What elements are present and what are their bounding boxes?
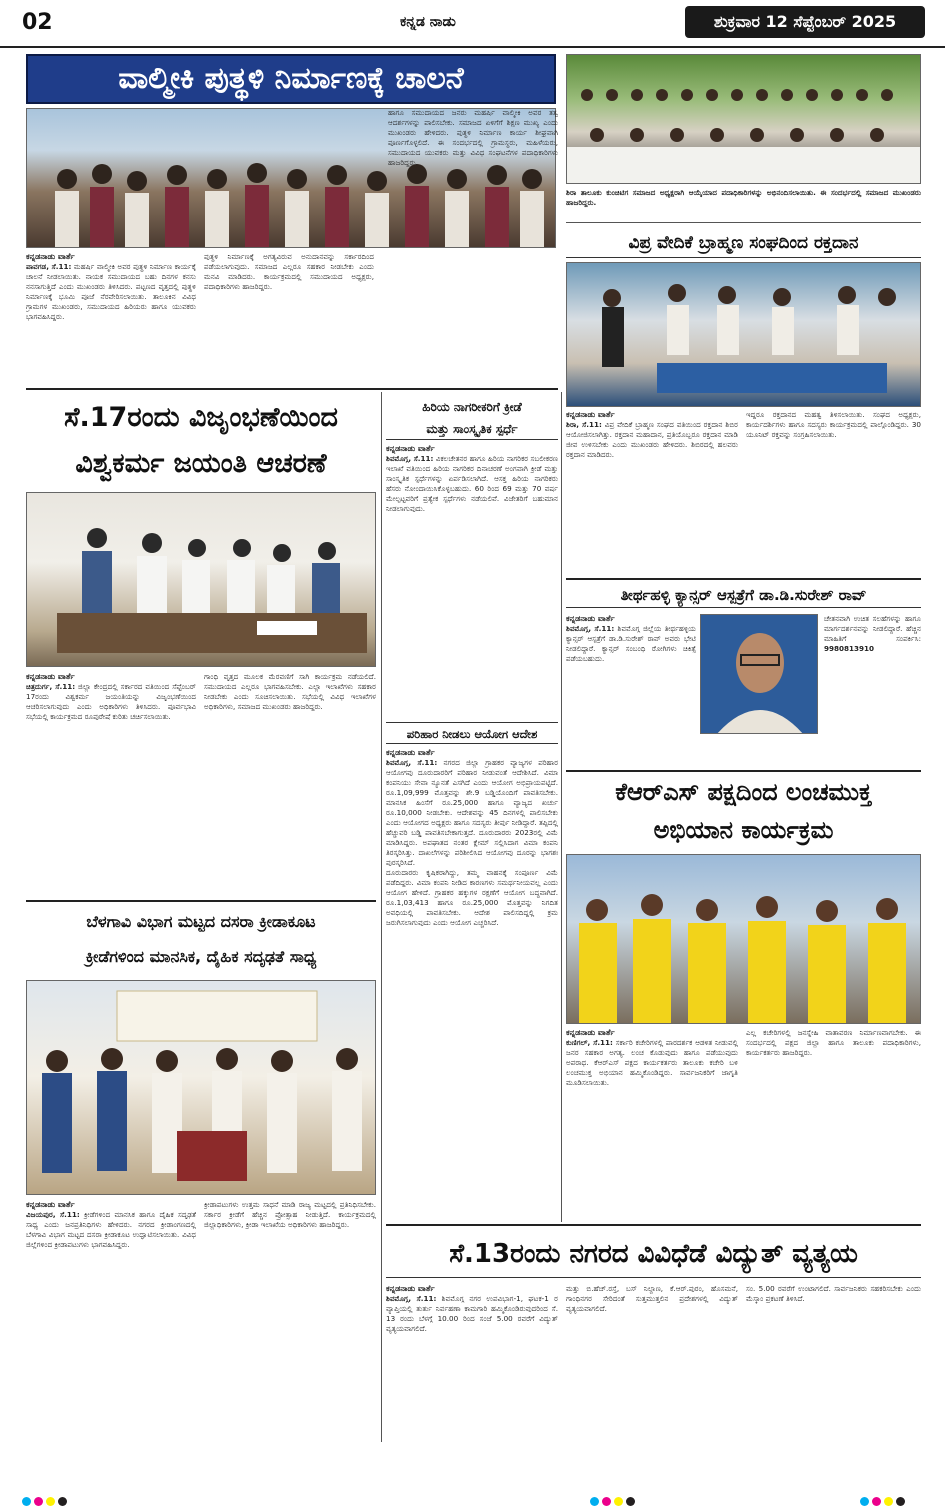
- power-headline: ಸೆ.13ರಂದು ನಗರದ ವಿವಿಧೆಡೆ ವಿದ್ಯುತ್ ವ್ಯತ್ಯಯ: [386, 1230, 921, 1278]
- power-col2: ಮತ್ತು ಬಿ.ಹೆಚ್.ರಸ್ತೆ, ಬಸ್ ನಿಲ್ದಾಣ, ಕೆ.ಆರ್.ಪುರಂ, ಹೊಸಮನೆ, ಗಾಂಧಿನಗರ ಸೇರಿದಂತೆ ಸುತ್ತಮುತ್ತಲಿನ ಪ್ರದೇಶಗಳಲ್ಲಿ ವಿದ್ಯುತ್ ವ್ಯತ್ಯಯವಾಗಲಿದೆ.: [566, 1284, 738, 1313]
- color-dots-left: [22, 1491, 70, 1507]
- krs-col2: ಎಲ್ಲ ಕಚೇರಿಗಳಲ್ಲಿ ಜನಸ್ನೇಹಿ ವಾತಾವರಣ ನಿರ್ಮಾಣವಾಗಬೇಕು. ಈ ಸಂದರ್ಭದಲ್ಲಿ ಪಕ್ಷದ ಜಿಲ್ಲಾ ಹಾಗೂ ತಾಲೂಕು ಪದಾಧಿಕಾರಿಗಳು, ಕಾರ್ಯಕರ್ತರು ಹಾಜರಿದ್ದರು.: [746, 1028, 921, 1057]
- divider: [26, 900, 376, 902]
- cancer-col2: ಚೇತನವಾಗಿ ಉಚಿತ ಸಲಹೆಗಳನ್ನು ಹಾಗೂ ಮಾರ್ಗದರ್ಶನವನ್ನು ನೀಡಲಿದ್ದಾರೆ. ಹೆಚ್ಚಿನ ಮಾಹಿತಿಗೆ ಸಂಪರ್ಕಿಸಿ: 9980813910: [824, 614, 921, 653]
- color-dots-right: [860, 1491, 908, 1507]
- group-photo-caption: ಶಿರಾ ತಾಲೂಕು ಕುಂಚಿಟಿಗ ಸಮಾಜದ ಅಧ್ಯಕ್ಷರಾಗಿ ಆಯ್ಕೆಯಾದ ಪದಾಧಿಕಾರಿಗಳನ್ನು ಅಭಿನಂದಿಸಲಾಯಿತು. ಈ ಸಂದರ್ಭದಲ್ಲಿ ಸಮಾಜದ ಮುಖಂಡರು ಹಾಜರಿದ್ದರು.: [566, 188, 921, 207]
- elders-headline-1: ಹಿರಿಯ ನಾಗರೀಕರಿಗೆ ಕ್ರೀಡೆ: [422, 400, 522, 414]
- meeting-graphic: [27, 493, 376, 667]
- masthead-text: ಕನ್ನಡ ನಾಡು: [400, 14, 456, 30]
- blood-headline: ವಿಪ್ರ ವೇದಿಕೆ ಬ್ರಾಹ್ಮಣ ಸಂಘದಿಂದ ರಕ್ತದಾನ: [566, 228, 921, 258]
- divider: [566, 222, 921, 223]
- page-number: 02: [22, 10, 53, 35]
- belagavi-headline-2: ಕ್ರೀಡೆಗಳಿಂದ ಮಾನಸಿಕ, ದೈಹಿಕ ಸದೃಢತೆ ಸಾಧ್ಯ: [85, 947, 317, 966]
- valmiki-col2: ಪುತ್ಥಳಿ ನಿರ್ಮಾಣಕ್ಕೆ ಅಗತ್ಯವಿರುವ ಅನುದಾನವನ್ನು ಸರ್ಕಾರದಿಂದ ಪಡೆಯಲಾಗುವುದು. ಸಮಾಜದ ಎಲ್ಲರೂ ಸಹಕಾರ ನೀಡಬೇಕು ಎಂದು ಮನವಿ ಮಾಡಿದರು. ಕಾರ್ಯಕ್ರಮದಲ್ಲಿ ಸಮುದಾಯದ ಅಧ್ಯಕ್ಷರು, ಪದಾಧಿಕಾರಿಗಳು ಹಾಜರಿದ್ದರು.: [204, 252, 374, 291]
- krs-col1: ಕನ್ನಡನಾಡು ವಾರ್ತೆ ಕುಣಿಗಲ್, ಸೆ.11: ಸರ್ಕಾರಿ ಕಚೇರಿಗಳಲ್ಲಿ ಪಾರದರ್ಶಕ ಆಡಳಿತ ನೀಡುವಲ್ಲಿ ಜನರ ಸಹಕಾರ ಅಗತ್ಯ. ಲಂಚ ಕೊಡುವುದು ಹಾಗೂ ಪಡೆಯುವುದು ಅಪರಾಧ. ಕೆಆರ್‌ಎಸ್ ಪಕ್ಷದ ಕಾರ್ಯಕರ್ತರು ತಾಲೂಕು ಕಚೇರಿ ಬಳಿ ಲಂಚಮುಕ್ತ ಅಭಿಯಾನ ಹಮ್ಮಿಕೊಂಡಿದ್ದರು. ಸಾರ್ವಜನಿಕರಿಗೆ ಜಾಗೃತಿ ಮೂಡಿಸಲಾಯಿತು.: [566, 1028, 738, 1087]
- vishwakarma-headline-2: ವಿಶ್ವಕರ್ಮ ಜಯಂತಿ ಆಚರಣೆ: [75, 448, 327, 479]
- blood-graphic: [567, 263, 921, 407]
- belagavi-headline-1: ಬೆಳಗಾವಿ ವಿಭಾಗ ಮಟ್ಟದ ದಸರಾ ಕ್ರೀಡಾಕೂಟ: [86, 912, 316, 931]
- belagavi-col1: ಕನ್ನಡನಾಡು ವಾರ್ತೆ ವಿಜಯಪುರ, ಸೆ.11: ಕ್ರೀಡೆಗಳಿಂದ ಮಾನಸಿಕ ಹಾಗೂ ದೈಹಿಕ ಸದೃಢತೆ ಸಾಧ್ಯ ಎಂದು ಜನಪ್ರತಿನಿಧಿಗಳು ಹೇಳಿದರು. ನಗರದ ಕ್ರೀಡಾಂಗಣದಲ್ಲಿ ಬೆಳಗಾವಿ ವಿಭಾಗ ಮಟ್ಟದ ದಸರಾ ಕ್ರೀಡಾಕೂಟ ಉದ್ಘಾಟಿಸಲಾಯಿತು. ವಿವಿಧ ಜಿಲ್ಲೆಗಳಿಂದ ಕ್ರೀಡಾಪಟುಗಳು ಭಾಗವಹಿಸಿದ್ದರು.: [26, 1200, 196, 1249]
- compensation-body: ಕನ್ನಡನಾಡು ವಾರ್ತೆ ಶಿವಮೊಗ್ಗ, ಸೆ.11: ನಗರದ ಜಿಲ್ಲಾ ಗ್ರಾಹಕರ ವ್ಯಾಜ್ಯಗಳ ಪರಿಹಾರ ಆಯೋಗವು ದೂರುದಾರರಿಗೆ ಪರಿಹಾರ ನೀಡುವಂತೆ ಆದೇಶಿಸಿದೆ. ವಿಮಾ ಕಂಪನಿಯು ಸೇವಾ ನ್ಯೂನತೆ ಎಸಗಿದೆ ಎಂದು ಆಯೋಗ ಅಭಿಪ್ರಾಯಪಟ್ಟಿದೆ. ರೂ.1,09,999 ಮೊತ್ತವನ್ನು ಶೇ.9 ಬಡ್ಡಿಯೊಂದಿಗೆ ಪಾವತಿಸಬೇಕು. ಮಾನಸಿಕ ಹಿಂಸೆಗೆ ರೂ.25,000 ಹಾಗೂ ವ್ಯಾಜ್ಯದ ಖರ್ಚು ರೂ.10,000 ನೀಡಬೇಕು. ಆದೇಶವನ್ನು 45 ದಿನಗಳಲ್ಲಿ ಪಾಲಿಸಬೇಕು ಎಂದು ಆಯೋಗದ ಅಧ್ಯಕ್ಷರು ಹಾಗೂ ಸದಸ್ಯರು ತೀರ್ಪು ನೀಡಿದ್ದಾರೆ. ತಪ್ಪಿದಲ್ಲಿ ಹೆಚ್ಚುವರಿ ಬಡ್ಡಿ ಪಾವತಿಸಬೇಕಾಗುತ್ತದೆ. ದೂರುದಾರರು 2023ರಲ್ಲಿ ವಿಮೆ ಮಾಡಿಸಿದ್ದರು. ಅಪಘಾತದ ನಂತರ ಕ್ಲೇಮ್ ಸಲ್ಲಿಸಿದಾಗ ವಿಮಾ ಕಂಪನಿ ತಿರಸ್ಕರಿಸಿತ್ತು. ದಾಖಲೆಗಳನ್ನು ಪರಿಶೀಲಿಸಿದ ಆಯೋಗವು ದೂರನ್ನು ಭಾಗಶಃ ಪುರಸ್ಕರಿಸಿದೆ. ದೂರುದಾರರು ಕೃಷಿಕರಾಗಿದ್ದು, ತಮ್ಮ ವಾಹನಕ್ಕೆ ಸಂಪೂರ್ಣ ವಿಮೆ ಪಡೆದಿದ್ದರು. ವಿಮಾ ಕಂಪನಿ ನೀಡಿದ ಕಾರಣಗಳು ಸಮರ್ಥನೀಯವಲ್ಲ ಎಂದು ಆಯೋಗ ಹೇಳಿದೆ. ಗ್ರಾಹಕರ ಹಕ್ಕುಗಳ ರಕ್ಷಣೆಗೆ ಆಯೋಗ ಬದ್ಧವಾಗಿದೆ. ರೂ.1,03,413 ಹಾಗೂ ರೂ.25,000 ಮೊತ್ತವನ್ನು ನಿಗದಿತ ಅವಧಿಯಲ್ಲಿ ಪಾವತಿಸಬೇಕು. ಆದೇಶ ಪಾಲಿಸದಿದ್ದಲ್ಲಿ ಕ್ರಮ ಜರುಗಿಸಲಾಗುವುದು ಎಂದು ಆಯೋಗ ಎಚ್ಚರಿಸಿದೆ.: [386, 748, 558, 927]
- vishwakarma-col2: ಗಾಂಧಿ ವೃತ್ತದ ಮೂಲಕ ಮೆರವಣಿಗೆ ಸಾಗಿ ಕಾರ್ಯಕ್ರಮ ನಡೆಯಲಿದೆ. ಸಮುದಾಯದ ಎಲ್ಲರೂ ಭಾಗವಹಿಸಬೇಕು. ಎಲ್ಲಾ ಇಲಾಖೆಗಳು ಸಹಕಾರ ನೀಡಬೇಕು ಎಂದು ಸೂಚಿಸಲಾಯಿತು. ಸಭೆಯಲ್ಲಿ ವಿವಿಧ ಇಲಾಖೆಗಳ ಅಧಿಕಾರಿಗಳು, ಸಮಾಜದ ಮುಖಂಡರು ಹಾಜರಿದ್ದರು.: [204, 672, 376, 711]
- power-col3: ಸಂ. 5.00 ರವರೆಗೆ ಉಂಟಾಗಲಿದೆ. ಸಾರ್ವಜನಿಕರು ಸಹಕರಿಸಬೇಕು ಎಂದು ಮೆಸ್ಕಾಂ ಪ್ರಕಟಣೆ ತಿಳಿಸಿದೆ.: [746, 1284, 921, 1303]
- doctor-portrait: [700, 614, 818, 734]
- krs-headline-2: ಅಭಿಯಾನ ಕಾರ್ಯಕ್ರಮ: [653, 816, 834, 844]
- group-graphic: [567, 55, 921, 184]
- vishwakarma-headline-1: ಸೆ.17ರಂದು ವಿಜೃಂಭಣೆಯಿಂದ: [64, 402, 338, 433]
- group-photo: [566, 54, 921, 184]
- vishwakarma-col1: ಕನ್ನಡನಾಡು ವಾರ್ತೆ ಚಿತ್ರದುರ್ಗ, ಸೆ.11: ಜಿಲ್ಲಾ ಕೇಂದ್ರದಲ್ಲಿ ಸರ್ಕಾರದ ವತಿಯಿಂದ ಸೆಪ್ಟೆಂಬರ್ 17ರಂದು ವಿಶ್ವಕರ್ಮ ಜಯಂತಿಯನ್ನು ವಿಜೃಂಭಣೆಯಿಂದ ಆಚರಿಸಲಾಗುವುದು ಎಂದು ಅಧಿಕಾರಿಗಳು ತಿಳಿಸಿದರು. ಪೂರ್ವಭಾವಿ ಸಭೆಯಲ್ಲಿ ಕಾರ್ಯಕ್ರಮದ ರೂಪುರೇಷೆ ಕುರಿತು ಚರ್ಚಿಸಲಾಯಿತು.: [26, 672, 196, 721]
- belagavi-col2: ಕ್ರೀಡಾಪಟುಗಳು ಉತ್ತಮ ಸಾಧನೆ ಮಾಡಿ ರಾಜ್ಯ ಮಟ್ಟದಲ್ಲಿ ಪ್ರತಿನಿಧಿಸಬೇಕು. ಸರ್ಕಾರ ಕ್ರೀಡೆಗೆ ಹೆಚ್ಚಿನ ಪ್ರೋತ್ಸಾಹ ನೀಡುತ್ತಿದೆ. ಕಾರ್ಯಕ್ರಮದಲ್ಲಿ ಜಿಲ್ಲಾಧಿಕಾರಿಗಳು, ಕ್ರೀಡಾ ಇಲಾಖೆಯ ಅಧಿಕಾರಿಗಳು ಹಾಜರಿದ್ದರು.: [204, 1200, 376, 1229]
- issue-date: ಶುಕ್ರವಾರ 12 ಸೆಪ್ಟೆಂಬರ್ 2025: [685, 6, 925, 38]
- divider: [386, 1224, 921, 1226]
- cancer-col1: ಕನ್ನಡನಾಡು ವಾರ್ತೆ ಶಿವಮೊಗ್ಗ, ಸೆ.11: ಶಿವಮೊಗ್ಗ ಜಿಲ್ಲೆಯ ತೀರ್ಥಹಳ್ಳಿಯ ಕ್ಯಾನ್ಸರ್ ಆಸ್ಪತ್ರೆಗೆ ಡಾ.ಡಿ.ಸುರೇಶ್ ರಾವ್ ಅವರು ಭೇಟಿ ನೀಡಲಿದ್ದಾರೆ. ಕ್ಯಾನ್ಸರ್ ಸಂಬಂಧಿ ರೋಗಿಗಳು ಚಿಕಿತ್ಸೆ ಪಡೆಯಬಹುದು.: [566, 614, 696, 663]
- valmiki-col3-main: ಹಾಗೂ ಸಮುದಾಯದ ಜನರು ಮಹರ್ಷಿ ವಾಲ್ಮೀಕಿ ಅವರ ತತ್ವ ಆದರ್ಶಗಳನ್ನು ಪಾಲಿಸಬೇಕು. ಸಮಾಜದ ಏಳಿಗೆಗೆ ಶಿಕ್ಷಣ ಮುಖ್ಯ ಎಂದು ಮುಖಂಡರು ಹೇಳಿದರು. ಪುತ್ಥಳಿ ನಿರ್ಮಾಣ ಕಾರ್ಯ ಶೀಘ್ರವಾಗಿ ಪೂರ್ಣಗೊಳ್ಳಲಿದೆ. ಈ ಸಂದರ್ಭದಲ್ಲಿ ಗ್ರಾಮಸ್ಥರು, ಮಹಿಳೆಯರು, ಸಮುದಾಯದ ಯುವಕರು ಮತ್ತು ವಿವಿಧ ಸಂಘಟನೆಗಳ ಪದಾಧಿಕಾರಿಗಳು ಹಾಜರಿದ್ದರು.: [388, 108, 558, 167]
- compensation-headline: ಪರಿಹಾರ ನೀಡಲು ಆಯೋಗ ಆದೇಶ: [386, 722, 558, 744]
- valmiki-headline: ವಾಲ್ಮೀಕಿ ಪುತ್ಥಳಿ ನಿರ್ಮಾಣಕ್ಕೆ ಚಾಲನೆ: [26, 54, 556, 104]
- valmiki-col1: ಕನ್ನಡನಾಡು ವಾರ್ತೆ ಪಾವಗಡ, ಸೆ.11: ಮಹರ್ಷಿ ವಾಲ್ಮೀಕಿ ಅವರ ಪುತ್ಥಳಿ ನಿರ್ಮಾಣ ಕಾರ್ಯಕ್ಕೆ ಚಾಲನೆ ನೀಡಲಾಯಿತು. ನಾಯಕ ಸಮುದಾಯದ ಬಹು ದಿನಗಳ ಕನಸು ನನಸಾಗುತ್ತಿದೆ ಎಂದು ಮುಖಂಡರು ತಿಳಿಸಿದರು. ಪಟ್ಟಣದ ವೃತ್ತದಲ್ಲಿ ಪುತ್ಥಳಿ ನಿರ್ಮಾಣಕ್ಕೆ ಭೂಮಿ ಪೂಜೆ ನೆರವೇರಿಸಲಾಯಿತು. ತಾಲೂಕಿನ ವಿವಿಧ ಗ್ರಾಮಗಳ ಮುಖಂಡರು, ಸಮುದಾಯದ ಹಿರಿಯರು ಹಾಗೂ ಯುವಕರು ಭಾಗವಹಿಸಿದ್ದರು.: [26, 252, 196, 321]
- krs-headline-1: ಕೆಆರ್‌ಎಸ್ ಪಕ್ಷದಿಂದ ಲಂಚಮುಕ್ತ: [566, 770, 921, 810]
- masthead: [400, 14, 456, 30]
- divider: [26, 388, 558, 390]
- contact-phone: 9980813910: [824, 644, 875, 653]
- vishwakarma-photo: [26, 492, 376, 667]
- elders-body: ಕನ್ನಡನಾಡು ವಾರ್ತೆ ಶಿವಮೊಗ್ಗ, ಸೆ.11: ವಿಕಲಚೇತನರ ಹಾಗೂ ಹಿರಿಯ ನಾಗರಿಕರ ಸಬಲೀಕರಣ ಇಲಾಖೆ ವತಿಯಿಂದ ಹಿರಿಯ ನಾಗರಿಕರ ದಿನಾಚರಣೆ ಅಂಗವಾಗಿ ಕ್ರೀಡೆ ಮತ್ತು ಸಾಂಸ್ಕೃತಿಕ ಸ್ಪರ್ಧೆಗಳನ್ನು ಏರ್ಪಡಿಸಲಾಗಿದೆ. ಆಸಕ್ತ ಹಿರಿಯ ನಾಗರಿಕರು ಹೆಸರು ನೋಂದಾಯಿಸಿಕೊಳ್ಳಬಹುದು. 60 ರಿಂದ 69 ಮತ್ತು 70 ವರ್ಷ ಮೇಲ್ಪಟ್ಟವರಿಗೆ ಪ್ರತ್ಯೇಕ ಸ್ಪರ್ಧೆಗಳು ನಡೆಯಲಿವೆ. ವಿಜೇತರಿಗೆ ಬಹುಮಾನ ನೀಡಲಾಗುವುದು.: [386, 444, 558, 513]
- blood-col1: ಕನ್ನಡನಾಡು ವಾರ್ತೆ ಶಿರಾ, ಸೆ.11: ವಿಪ್ರ ವೇದಿಕೆ ಬ್ರಾಹ್ಮಣ ಸಂಘದ ವತಿಯಿಂದ ರಕ್ತದಾನ ಶಿಬಿರ ಆಯೋಜಿಸಲಾಗಿತ್ತು. ರಕ್ತದಾನ ಮಹಾದಾನ, ಪ್ರತಿಯೊಬ್ಬರೂ ರಕ್ತದಾನ ಮಾಡಿ ಜೀವ ಉಳಿಸಬೇಕು ಎಂದು ಮುಖಂಡರು ಹೇಳಿದರು. ಶಿಬಿರದಲ್ಲಿ ಹಲವರು ರಕ್ತದಾನ ಮಾಡಿದರು.: [566, 410, 738, 459]
- column-rule: [561, 392, 562, 1222]
- belagavi-photo: [26, 980, 376, 1195]
- krs-graphic: [567, 855, 921, 1024]
- dasara-graphic: [27, 981, 376, 1195]
- color-dots-center: [590, 1491, 638, 1507]
- portrait-graphic: [701, 615, 818, 734]
- cancer-headline: ತೀರ್ಥಹಳ್ಳಿ ಕ್ಯಾನ್ಸರ್ ಆಸ್ಪತ್ರೆಗೆ ಡಾ.ಡಿ.ಸುರೇಶ್ ರಾವ್: [566, 578, 921, 608]
- krs-photo: [566, 854, 921, 1024]
- power-col1: ಕನ್ನಡನಾಡು ವಾರ್ತೆ ಶಿವಮೊಗ್ಗ, ಸೆ.11: ಶಿವಮೊಗ್ಗ ನಗರ ಉಪವಿಭಾಗ-1, ಘಟಕ-1 ರ ವ್ಯಾಪ್ತಿಯಲ್ಲಿ ತುರ್ತು ನಿರ್ವಹಣಾ ಕಾಮಗಾರಿ ಹಮ್ಮಿಕೊಂಡಿರುವುದರಿಂದ ಸೆ. 13 ರಂದು ಬೆಳಗ್ಗೆ 10.00 ರಿಂದ ಸಂಜೆ 5.00 ರವರೆಗೆ ವಿದ್ಯುತ್ ವ್ಯತ್ಯಯವಾಗಲಿದೆ.: [386, 1284, 558, 1333]
- column-rule: [381, 392, 382, 1442]
- blood-col2: ಇದ್ದರೂ ರಕ್ತದಾನದ ಮಹತ್ವ ತಿಳಿಸಲಾಯಿತು. ಸಂಘದ ಅಧ್ಯಕ್ಷರು, ಕಾರ್ಯದರ್ಶಿಗಳು ಹಾಗೂ ಸದಸ್ಯರು ಕಾರ್ಯಕ್ರಮದಲ್ಲಿ ಪಾಲ್ಗೊಂಡಿದ್ದರು. 30 ಯೂನಿಟ್ ರಕ್ತವನ್ನು ಸಂಗ್ರಹಿಸಲಾಯಿತು.: [746, 410, 921, 439]
- print-marks: [0, 1479, 945, 1507]
- elders-headline-2: ಮತ್ತು ಸಾಂಸ್ಕೃತಿಕ ಸ್ಪರ್ಧೆ: [386, 418, 558, 440]
- blood-photo: [566, 262, 921, 407]
